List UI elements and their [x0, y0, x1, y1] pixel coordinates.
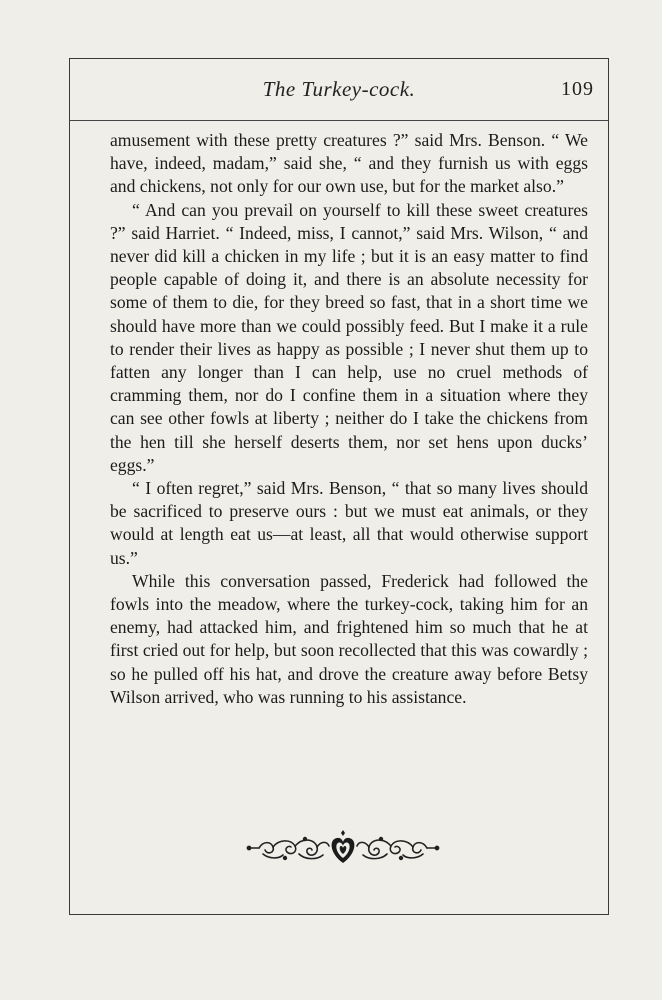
- paragraph: “ I often regret,” said Mrs. Benson, “ that so many lives should be sacrificed to preserve ours : but we must eat animals, or they would at length eat us—at least, all that would otherwise support us.”: [110, 478, 588, 568]
- page-border-frame: [69, 58, 609, 915]
- page-number: 109: [561, 78, 594, 100]
- paragraph: “ And can you prevail on yourself to kill these sweet creatures ?” said Harriet. “ Indeed, miss, I cannot,” said Mrs. Wilson, “ and never did kill a chicken in my life ; but it is an easy matter to find people capable of doing it, and there is an absolute necessity for some of them to die, for they breed so fast, that in a short time we should have more than we could possibly feed. But I make it a rule to render their lives as happy as possible ; I never shut them up to fatten any longer than I can help, use no cruel methods of cramming them, nor do I confine them in a situation where they can see other fowls at liberty ; neither do I take the chickens from the hen till she herself deserts them, nor set hens upon ducks’ eggs.”: [110, 199, 588, 475]
- header-rule: [70, 120, 608, 121]
- paragraph: While this conversation passed, Frederick had followed the fowls into the meadow, where the turkey-cock, taking him for an enemy, had attacked him, and frightened him so much that he at first cried out for help, but soon recollected that this was cowardly ; so he pulled off his hat, and drove the creature away before Betsy Wilson arrived, who was running to his assistance.: [110, 570, 588, 707]
- running-title: The Turkey-cock.: [262, 77, 416, 101]
- page-header: [70, 71, 608, 111]
- body-text: [110, 129, 588, 709]
- heart-scroll-ornament-icon: [245, 827, 441, 869]
- paragraph-continuation: amusement with these pretty creatures ?” said Mrs. Benson. “ We have, indeed, madam,” said she, “ and they furnish us with eggs and chickens, not only for our own use, but for the market also.”: [110, 130, 588, 197]
